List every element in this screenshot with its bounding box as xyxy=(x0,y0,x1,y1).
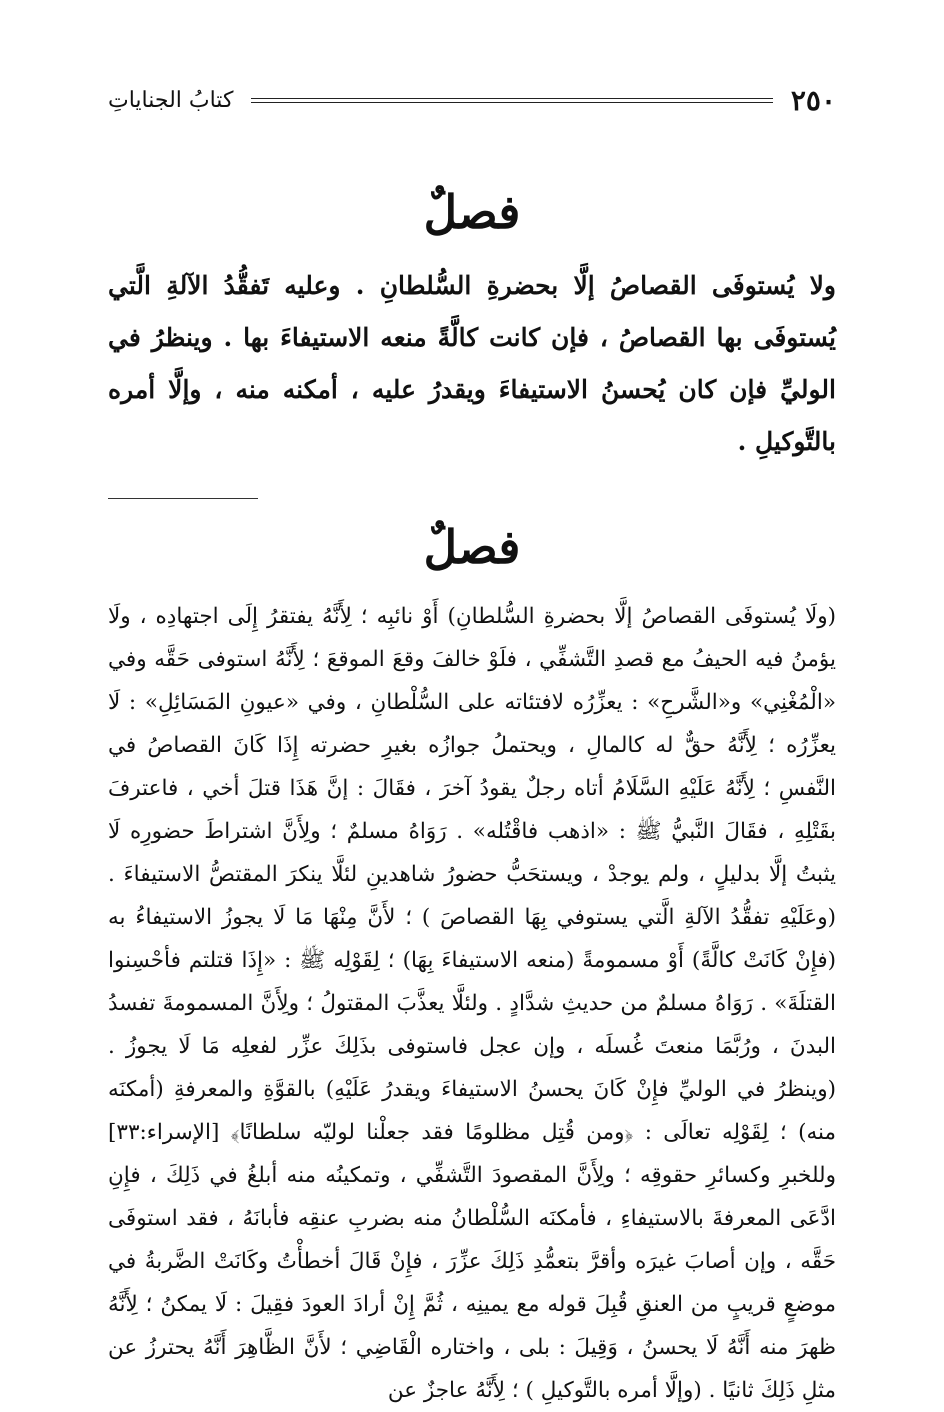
commentary-paragraph: (ولَا يُستوفَى القصاصُ إلَّا بحضرةِ السُّلطانِ) أَوْ نائبِه ؛ لِأَنَّهُ يفتقرُ إِلَى اجتهادِه ، ولَا يؤمنُ فيه الحيفُ مع قصدِ التَّشفِّي ، فلَوْ خالفَ وقعَ الموقعَ ؛ لِأَنَّهُ استوفى حَقَّه وفي «الْمُغْنِي» و«الشَّرحِ» : يعزِّرُه لافتئاته على السُّلْطانِ ، وفي «عيونِ المَسَائِلِ» : لَا يعزِّرُه ؛ لِأَنَّهُ حقٌّ له كالمالِ ، ويحتملُ جوازُه بغيرِ حضرته إِذَا كَانَ القصاصُ في النَّفسِ ؛ لِأَنَّهُ عَلَيْهِ السَّلَامُ أتاه رجلٌ يقودُ آخرَ ، فقَالَ : إنَّ هَذَا قتلَ أخي ، فاعترفَ بقَتْلِهِ ، فقَالَ النَّبيُّ ﷺ : «اذهب فاقْتُله» . رَوَاهُ مسلمٌ ؛ ولِأَنَّ اشتراطَ حضورِه لَا يثبتُ إلَّا بدليلٍ ، ولم يوجدْ ، ويستحَبُّ حضورُ شاهدينِ لئلَّا ينكرَ المقتصُّ الاستيفاءَ . (وعَلَيْهِ تفقُّدُ الآلةِ الَّتي يستوفي بِهَا القصاصَ ) ؛ لأَنَّ مِنْهَا مَا لَا يجوزُ الاستيفاءُ به (فإِنْ كَانَتْ كالَّةً) أَوْ مسمومةً (منعه الاستيفاءَ بِهَا) ؛ لِقَوْلِه ﷺ : «إِذَا قتلتم فأحْسِنوا القتلَةَ» . رَوَاهُ مسلمٌ من حديثِ شدَّادٍ . ولئلَّا يعذَّبَ المقتولُ ؛ ولِأَنَّ المسمومةَ تفسدُ البدنَ ، ورُبَّمَا منعتَ غُسلَه ، وإن عجل فاستوفى بذَلِكَ عزِّر لفعلِه مَا لَا يجوزُ . (وينظرُ في الوليِّ فإِنْ كَانَ يحسنُ الاستيفاءَ ويقدرُ عَلَيْهِ) بالقوَّةِ والمعرفةِ (أمكنَه منه) ؛ لِقَوْلِه تعالَى : ﴿ومن قُتِل مظلومًا فقد جعلْنا لوليّه سلطانًا﴾ [الإسراء:٣٣] وللخبرِ وكسائرِ حقوقِه ؛ ولِأَنَّ المقصودَ التَّشفِّي ، وتمكينُه منه أبلغُ في ذَلِكَ ، فإِنِ ادَّعَى المعرفةَ بالاستيفاءِ ، فأمكنَه السُّلْطانُ منه بضربِ عنقِه فأبانَهُ ، فقد استوفَى حَقَّه ، وإن أصابَ غيرَه وأقرَّ بتعمُّدِ ذَلِكَ عزِّرَ ، فإِنْ قَالَ أخطأْتُ وكَانَتْ الضَّربةُ في موضعٍ قريبٍ من العنقِ قُبِلَ قوله مع يمينِه ، ثُمَّ إِنْ أرادَ العودَ فقِيلَ : لَا يمكنُ ؛ لِأَنَّهُ ظهرَ منه أَنَّهُ لَا يحسنُ ، وَقِيلَ : بلى ، واختاره الْقَاضِي ؛ لأَنَّ الظَّاهِرَ أَنَّهُ يحترزُ عن مثلِ ذَلِكَ ثانيًا . (وإلَّا أمره بالتَّوكيلِ ) ؛ لِأَنَّهُ عاجزٌ عن xyxy=(108,604,836,1403)
page-header xyxy=(108,78,836,122)
page-number: ٢٥٠ xyxy=(790,83,836,117)
section-heading-2: فصلٌ xyxy=(423,520,521,574)
section-heading-1: فصلٌ xyxy=(423,185,521,239)
matn-paragraph: ولا يُستوفَى القصاصُ إلَّا بحضرةِ السُّلطانِ . وعليه تَفقُّدُ الآلةِ الَّتي يُستوفَى بها القصاصُ ، فإن كانت كالَّةً منعه الاستيفاءَ بها . وينظرُ في الوليِّ فإن كان يُحسنُ الاستيفاءَ ويقدرُ عليه ، أمكنه منه ، وإلَّا أمره بالتَّوكيلِ . xyxy=(108,271,836,456)
commentary-block xyxy=(108,595,836,1412)
header-rule xyxy=(251,98,772,103)
running-title: كتابُ الجناياتِ xyxy=(108,87,234,113)
separator-rule xyxy=(108,498,258,499)
